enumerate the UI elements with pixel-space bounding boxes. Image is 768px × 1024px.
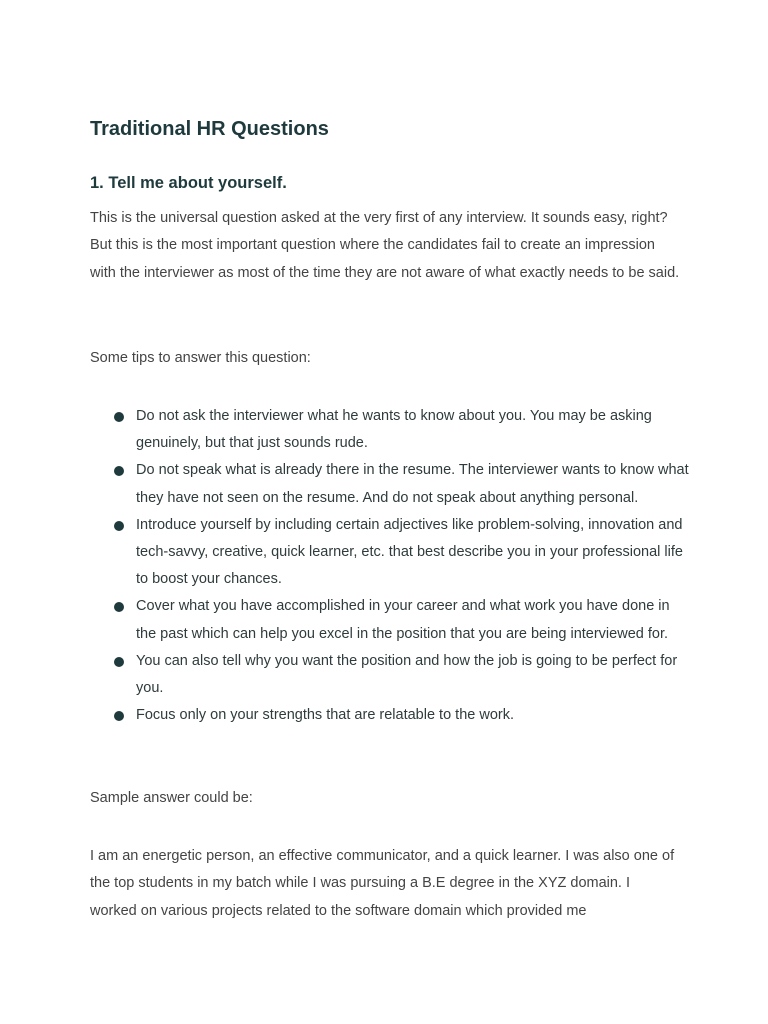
tips-list	[90, 403, 690, 729]
list-item	[90, 593, 690, 647]
question-heading: 1. Tell me about yourself.	[90, 174, 287, 192]
tip-text: Do not speak what is already there in the resume. The interviewer wants to know what they have not seen on the resume. And do not speak about anything personal.	[136, 462, 689, 506]
bullet-icon	[114, 466, 124, 476]
tip-text: Do not ask the interviewer what he wants to know about you. You may be asking genuinely, but that just sounds rude.	[136, 408, 652, 452]
page-title: Traditional HR Questions	[90, 118, 329, 140]
list-item	[90, 512, 690, 594]
tips-intro: Some tips to answer this question:	[90, 350, 311, 366]
bullet-icon	[114, 412, 124, 422]
list-item	[90, 702, 690, 729]
tip-text: Cover what you have accomplished in your career and what work you have done in the past which can help you excel in the position that you are being interviewed for.	[136, 598, 670, 642]
sample-answer-label: Sample answer could be:	[90, 790, 253, 806]
tip-text: You can also tell why you want the position and how the job is going to be perfect for you.	[136, 652, 678, 697]
list-item	[90, 648, 690, 702]
bullet-icon	[114, 602, 124, 612]
bullet-icon	[114, 711, 124, 721]
list-item	[90, 457, 690, 511]
sample-answer-paragraph: I am an energetic person, an effective communicator, and a quick learner. I was also one of the top students in my batch while I was pursuing a B.E degree in the XYZ domain. I worked on various projects related to the software domain which provided me	[90, 848, 675, 919]
tip-text: Focus only on your strengths that are relatable to the work.	[136, 707, 515, 724]
intro-paragraph: This is the universal question asked at the very first of any interview. It sounds easy, right? But this is the most important question where the candidates fail to create an impression with the interviewer as most of the time they are not aware of what exactly needs to be said.	[90, 210, 680, 281]
bullet-icon	[114, 657, 124, 667]
tip-text: Introduce yourself by including certain adjectives like problem-solving, innovation and tech-savvy, creative, quick learner, etc. that best describe you in your professional life to boost your chances.	[136, 516, 683, 588]
list-item	[90, 403, 690, 457]
bullet-icon	[114, 521, 124, 531]
